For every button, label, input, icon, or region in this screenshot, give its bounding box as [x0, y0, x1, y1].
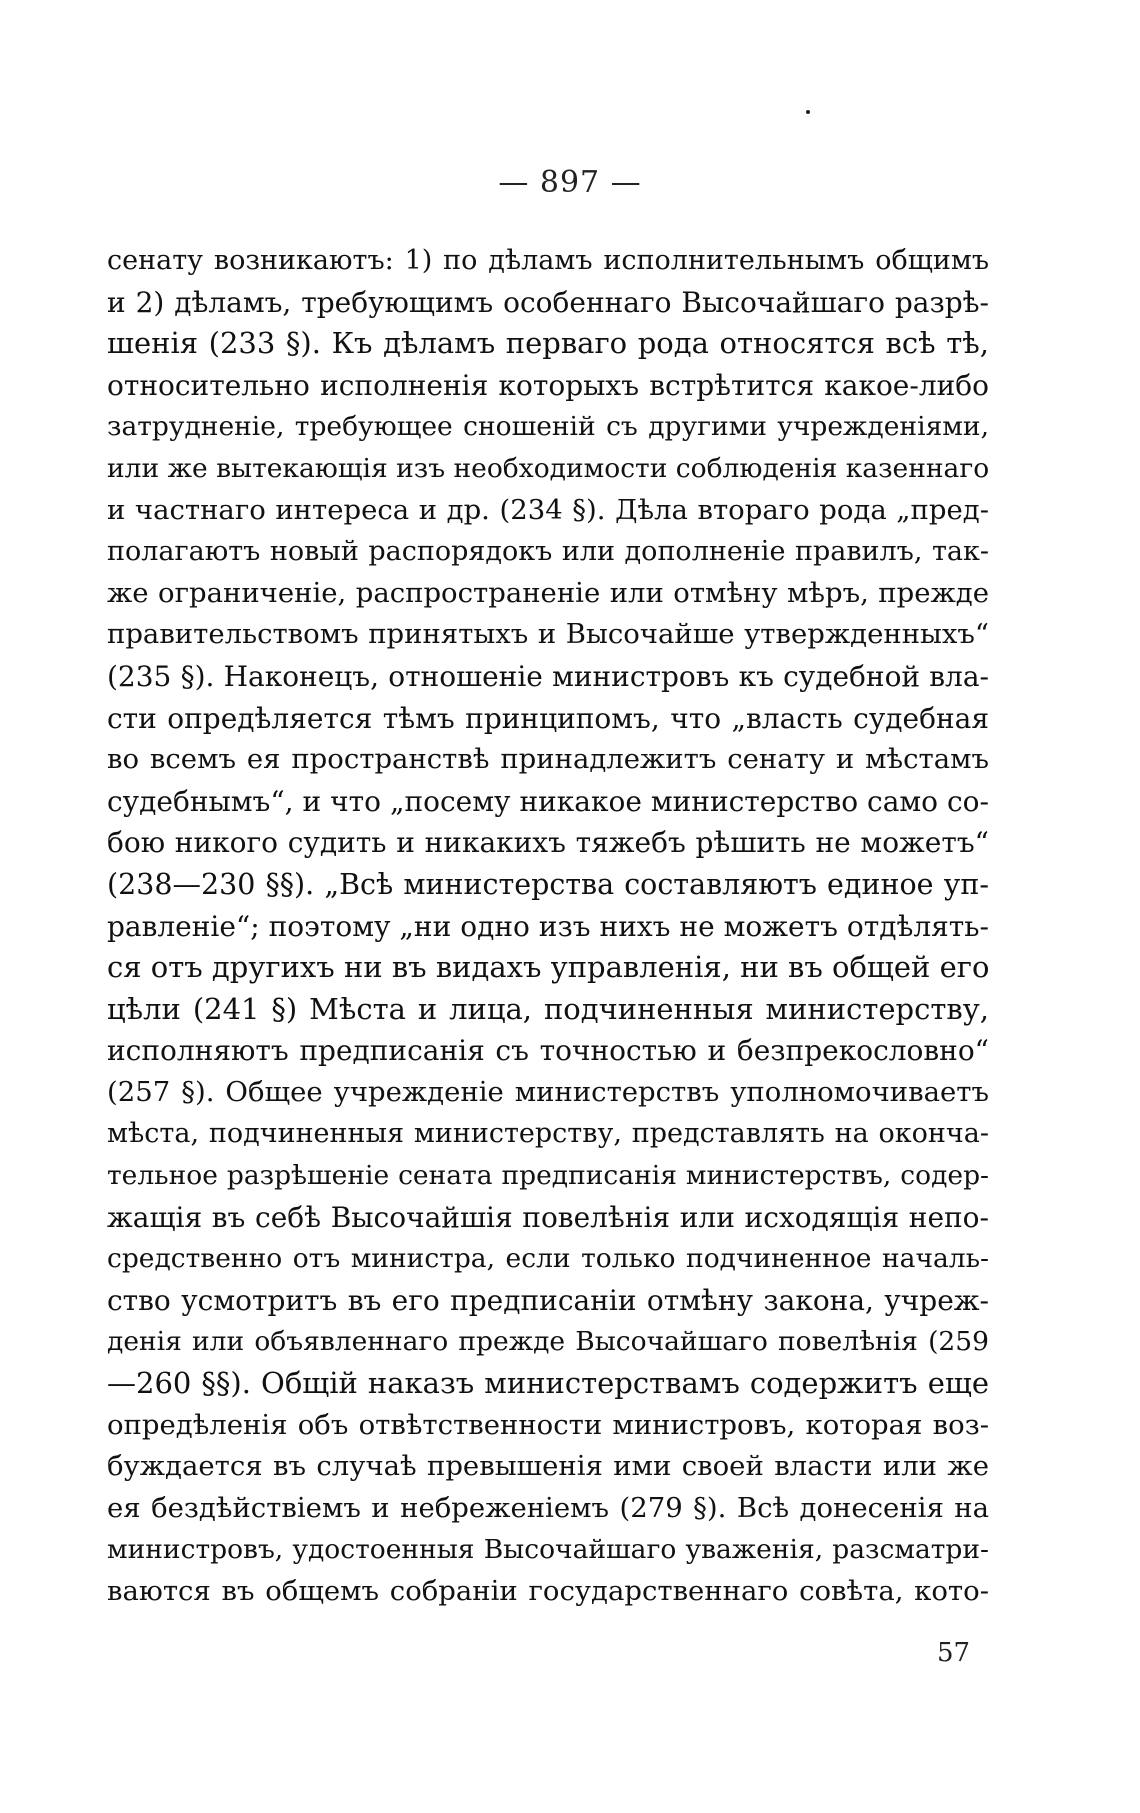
- text-line: —260 §§). Общій наказъ министерствамъ содержитъ еще: [107, 1366, 989, 1401]
- text-line: ся отъ другихъ ни въ видахъ управленія, ни въ общей его: [107, 950, 989, 985]
- text-line: ваются въ общемъ собраніи государственнаго совѣта, кото-: [107, 1575, 989, 1607]
- text-line: или же вытекающія изъ необходимости соблюденія казеннаго: [107, 452, 989, 484]
- print-speck: [806, 110, 810, 114]
- text-line: сенату возникаютъ: 1) по дѣламъ исполнительнымъ общимъ: [107, 245, 989, 276]
- text-line: бою никого судить и никакихъ тяжебъ рѣшить не можетъ“: [107, 826, 989, 860]
- text-line: полагаютъ новый распорядокъ или дополненіе правилъ, так-: [107, 536, 989, 568]
- text-line: (257 §). Общее учрежденіе министерствъ уполномочиваетъ: [107, 1075, 989, 1108]
- text-line: средственно отъ министра, если только подчиненное началь-: [107, 1243, 989, 1275]
- text-line: (238—230 §§). „Всѣ министерства составляютъ единое уп-: [107, 867, 989, 901]
- text-line: равленіе“; поэтому „ни одно изъ нихъ не можетъ отдѣлять-: [107, 909, 989, 943]
- text-line: ея бездѣйствіемъ и небреженіемъ (279 §). Всѣ донесенія на: [107, 1491, 989, 1524]
- text-line: и 2) дѣламъ, требующимъ особеннаго Высочайшаго разрѣ-: [107, 285, 989, 319]
- text-line: затрудненіе, требующее сношеній съ другими учрежденіями,: [107, 411, 989, 443]
- text-line: опредѣленія объ отвѣтственности министровъ, которая воз-: [107, 1408, 989, 1441]
- text-line: ство усмотритъ въ его предписаніи отмѣну закона, учреж-: [107, 1283, 989, 1317]
- signature-mark: 57: [937, 1638, 971, 1668]
- page-number: — 897 —: [498, 165, 642, 200]
- text-line: судебнымъ“, и что „посему никакое министерство само со-: [107, 784, 989, 818]
- text-line: денія или объявленнаго прежде Высочайшаго повелѣнія (259: [107, 1326, 989, 1358]
- text-line: буждается въ случаѣ превышенія ими своей власти или же: [107, 1450, 989, 1483]
- text-line: правительствомъ принятыхъ и Высочайше утвержденныхъ“: [107, 618, 989, 651]
- text-line: во всемъ ея пространствѣ принадлежитъ сенату и мѣстамъ: [107, 743, 989, 776]
- text-line: относительно исполненія которыхъ встрѣтится какое-либо: [107, 368, 989, 402]
- text-line: цѣли (241 §) Мѣста и лица, подчиненныя министерству,: [107, 991, 989, 1026]
- text-line: исполняютъ предписанія съ точностью и безпрекословно“: [107, 1034, 989, 1068]
- text-line: министровъ, удостоенныя Высочайшаго уваженія, разсматри-: [107, 1534, 989, 1566]
- text-line: (235 §). Наконецъ, отношеніе министровъ къ судебной вла-: [107, 659, 989, 693]
- body-text: [107, 240, 989, 1613]
- text-line: тельное разрѣшеніе сената предписанія министерствъ, содер-: [107, 1160, 989, 1192]
- text-line: сти опредѣляется тѣмъ принципомъ, что „власть судебная: [107, 701, 989, 735]
- text-line: же ограниченіе, распространеніе или отмѣну мѣръ, прежде: [107, 576, 989, 609]
- text-line: и частнаго интереса и др. (234 §). Дѣла втораго рода „пред-: [107, 493, 989, 526]
- text-line: шенія (233 §). Къ дѣламъ перваго рода относятся всѣ тѣ,: [107, 326, 989, 361]
- text-line: мѣста, подчиненныя министерству, представлять на оконча-: [107, 1118, 989, 1150]
- text-line: жащія въ себѣ Высочайшія повелѣнія или исходящія непо-: [107, 1200, 989, 1234]
